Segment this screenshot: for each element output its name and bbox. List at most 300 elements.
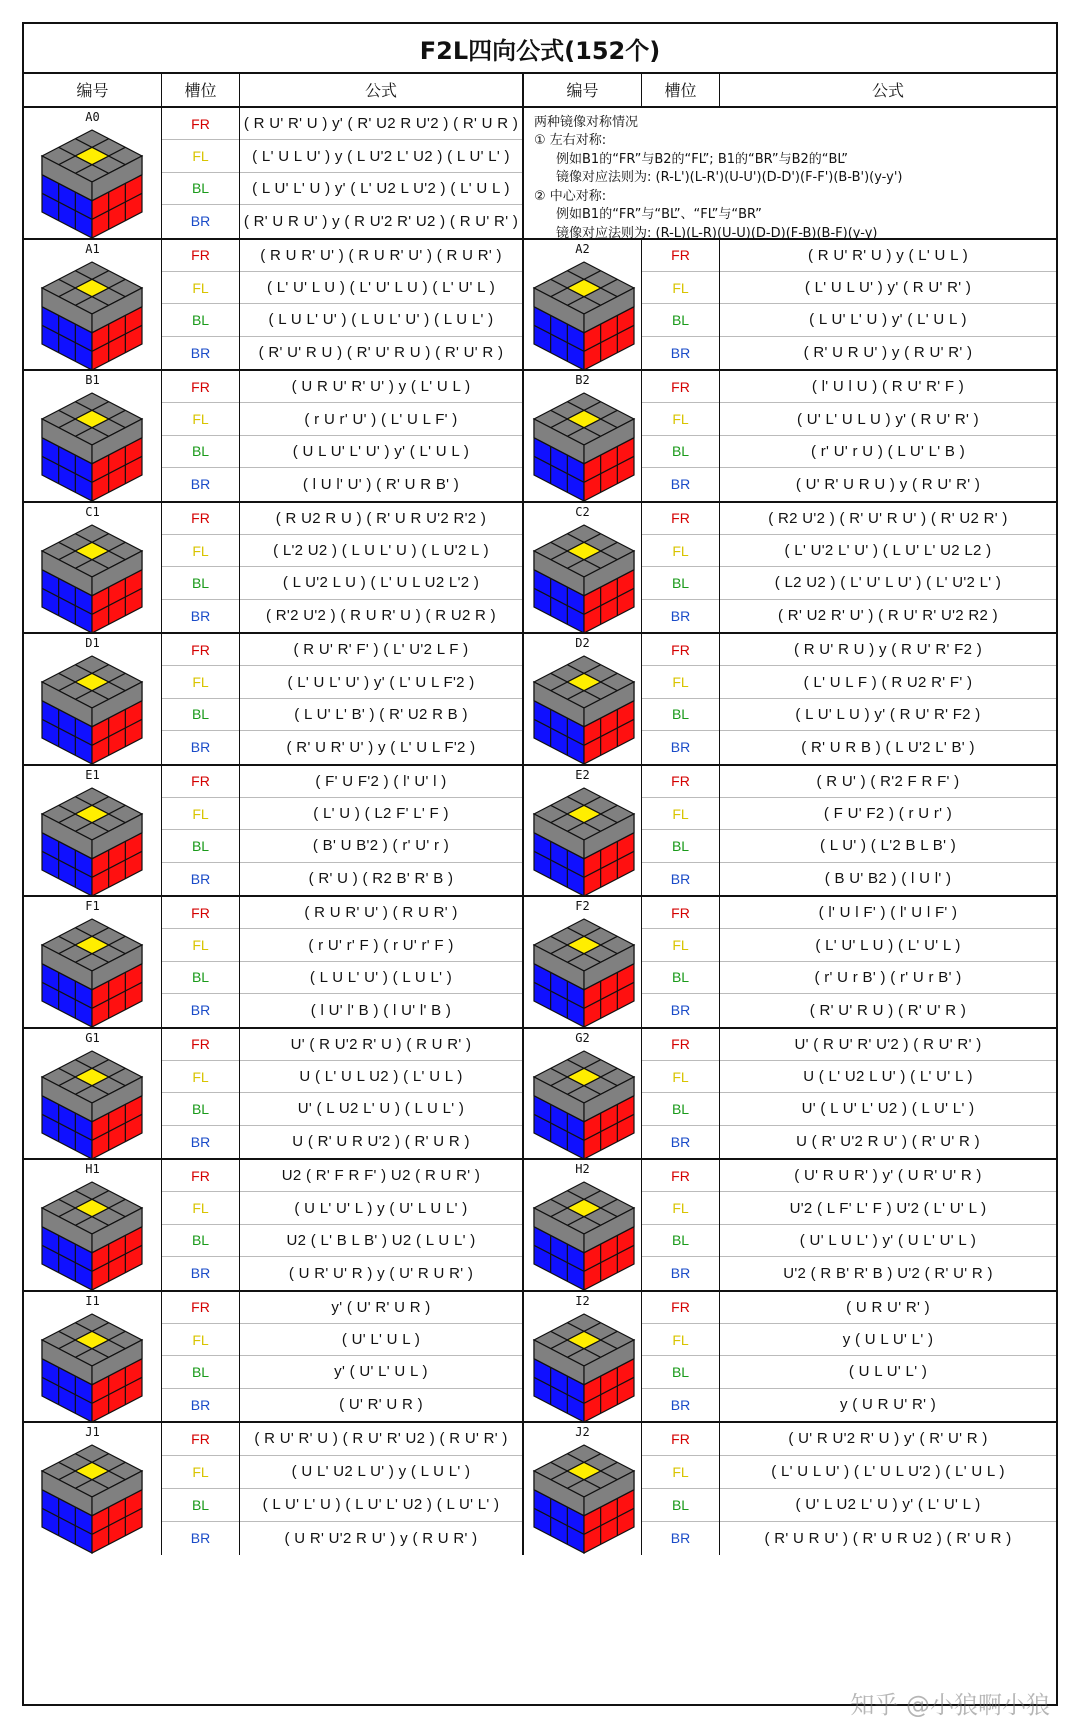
formula-text: ( U' R U R' ) y' ( U R' U' R )	[794, 1167, 982, 1185]
slot-label: FL	[672, 279, 689, 296]
case-id: E2	[575, 767, 590, 782]
formula-text: ( L' U L U' ) y' ( R U' R' )	[804, 279, 972, 297]
slot-label: BL	[671, 311, 690, 328]
left-half	[24, 1292, 524, 1422]
note-line: 镜像对应法则为: (R-L)(L-R)(U-U)(D-D)(F-B)(B-F)(y-y)	[556, 225, 878, 241]
slot-label: BL	[191, 180, 210, 197]
slot-column	[162, 240, 240, 370]
right-half	[524, 371, 1056, 501]
right-half	[524, 1423, 1056, 1555]
slot-column	[642, 1292, 720, 1422]
right-half	[524, 1029, 1056, 1159]
slot-label: FL	[192, 542, 209, 559]
cube-icon	[36, 1178, 148, 1294]
mirror-note	[524, 108, 1056, 241]
formula-text: ( R' U2 R' U' ) ( R U' R' U'2 R2 )	[778, 607, 998, 625]
formula-text: ( U R' U'2 R U' ) y ( R U R' )	[284, 1529, 478, 1547]
case-cell	[24, 240, 162, 370]
slot-label: BR	[670, 476, 691, 493]
formula-text: ( l U l' U' ) ( R' U R B' )	[302, 475, 460, 493]
cube-icon	[528, 652, 640, 768]
slot-label: FL	[192, 1463, 209, 1480]
case-cell	[24, 766, 162, 896]
header-formula: 公式	[240, 72, 524, 106]
slot-column	[162, 503, 240, 633]
slot-label: BL	[671, 1232, 690, 1249]
slot-label: BR	[670, 870, 691, 887]
cube-icon	[528, 521, 640, 637]
cube-icon	[36, 258, 148, 374]
slot-column	[162, 897, 240, 1027]
slot-label: FR	[671, 1167, 690, 1184]
formula-text: ( L U'2 L U ) ( L' U L U2 L'2 )	[282, 574, 480, 592]
case-id: G1	[85, 1030, 100, 1045]
formula-text: ( U' R' U R U ) y ( R U' R' )	[795, 475, 981, 493]
case-group	[24, 371, 1056, 503]
formula-column	[720, 766, 1056, 896]
formula-text: U' ( L U2 L' U ) ( L U L' )	[297, 1100, 465, 1118]
slot-label: BR	[190, 1396, 211, 1413]
slot-label: FL	[192, 674, 209, 691]
slot-label: FR	[671, 1430, 690, 1447]
cube-icon	[528, 389, 640, 505]
slot-label: BR	[670, 739, 691, 756]
slot-label: BL	[671, 837, 690, 854]
slot-label: BR	[190, 476, 211, 493]
formula-column	[720, 371, 1056, 501]
case-cell	[24, 108, 162, 238]
case-group	[24, 108, 1056, 240]
slot-label: BR	[670, 1396, 691, 1413]
cube-icon	[36, 389, 148, 505]
slot-label: BR	[670, 1133, 691, 1150]
slot-column	[162, 371, 240, 501]
case-group	[24, 1423, 1056, 1555]
case-cell	[24, 634, 162, 764]
right-half	[524, 1160, 1056, 1290]
formula-text: ( F U' F2 ) ( r U r' )	[823, 805, 953, 823]
cube-icon	[528, 258, 640, 374]
slot-column	[642, 897, 720, 1027]
slot-label: BR	[190, 1002, 211, 1019]
slot-label: FR	[191, 641, 210, 658]
note-line: 例如B1的“FR”与“BL”、“FL”与“BR”	[556, 207, 762, 223]
slot-label: FL	[192, 937, 209, 954]
formula-text: ( R U' ) ( R'2 F R F' )	[816, 772, 960, 790]
case-id: A2	[575, 241, 590, 256]
formula-text: ( U L U' L' )	[848, 1363, 928, 1381]
slot-label: FL	[672, 1463, 689, 1480]
case-group	[24, 1029, 1056, 1161]
formula-text: ( R' U R U' ) y ( R U'2 R' U2 ) ( R U' R' )	[243, 212, 519, 230]
case-cell	[524, 766, 642, 896]
note-line: 镜像对应法则为: (R-L')(L-R')(U-U')(D-D')(F-F')(B-B')(y-y')	[556, 170, 903, 186]
case-cell	[524, 634, 642, 764]
case-cell	[24, 1029, 162, 1159]
slot-column	[642, 1423, 720, 1555]
slot-column	[642, 240, 720, 370]
case-id: B2	[575, 373, 590, 387]
formula-column	[240, 371, 522, 501]
slot-label: FL	[672, 542, 689, 559]
cube-icon	[36, 784, 148, 900]
formula-text: ( R U' R' U ) y ( L' U L )	[807, 246, 968, 264]
case-cell	[524, 1029, 642, 1159]
formula-text: U' ( R U' R' U'2 ) ( R U' R' )	[794, 1035, 982, 1053]
slot-column	[162, 1423, 240, 1555]
formula-text: ( L' U ) ( L2 F' L' F )	[313, 805, 449, 823]
slot-label: FR	[191, 1167, 210, 1184]
slot-label: BL	[191, 969, 210, 986]
header-slot-right: 槽位	[642, 72, 720, 106]
case-id: E1	[85, 767, 100, 782]
formula-text: ( U L' U2 L U' ) y ( L U L' )	[291, 1463, 471, 1481]
slot-label: FR	[671, 247, 690, 264]
formula-text: ( L U' L' U ) y' ( L' U2 L U'2 ) ( L' U L )	[252, 179, 510, 197]
slot-column	[162, 634, 240, 764]
case-cell	[524, 240, 642, 370]
slot-label: FR	[191, 247, 210, 264]
slot-column	[642, 634, 720, 764]
slot-label: BL	[671, 443, 690, 460]
formula-text: U2 ( L' B L B' ) U2 ( L U L' )	[286, 1231, 476, 1249]
case-group	[24, 1292, 1056, 1424]
case-id: G2	[575, 1030, 590, 1045]
slot-label: BR	[670, 344, 691, 361]
cube-icon	[36, 1441, 148, 1557]
slot-label: FR	[671, 904, 690, 921]
slot-label: BR	[190, 739, 211, 756]
f2l-sheet	[22, 22, 1058, 1706]
left-half	[24, 634, 524, 764]
cube-icon	[528, 1178, 640, 1294]
slot-label: FL	[672, 674, 689, 691]
case-id: J2	[575, 1425, 590, 1439]
slot-column	[162, 1292, 240, 1422]
slot-label: BR	[670, 1002, 691, 1019]
case-cell	[24, 371, 162, 501]
formula-text: ( U R U' R' U' ) y ( L' U L )	[291, 378, 471, 396]
slot-label: BL	[191, 574, 210, 591]
formula-text: ( U' R U'2 R' U ) y' ( R' U' R )	[788, 1430, 988, 1448]
left-half	[24, 1423, 524, 1555]
cube-icon	[36, 652, 148, 768]
page-title: F2L四向公式(152个)	[24, 24, 1056, 74]
formula-text: U' ( R U'2 R' U ) ( R U R' )	[290, 1035, 472, 1053]
case-id: D1	[85, 636, 100, 650]
formula-text: ( U L' U' L ) y ( U' L U L' )	[294, 1199, 468, 1217]
formula-text: ( F' U F'2 ) ( l' U' l )	[315, 772, 447, 790]
slot-label: BR	[670, 1265, 691, 1282]
slot-label: BL	[191, 1363, 210, 1380]
formula-text: y ( U L U' L' )	[842, 1331, 934, 1349]
formula-column	[240, 1292, 522, 1422]
formula-text: y' ( U' R' U R )	[331, 1298, 431, 1316]
formula-text: ( r' U' r U ) ( L U' L' B )	[811, 442, 965, 460]
formula-text: ( r U' r' F ) ( r U' r' F )	[308, 936, 454, 954]
case-id: I2	[575, 1293, 590, 1308]
formula-text: ( L' U L U' ) ( L' U L U'2 ) ( L' U L )	[771, 1463, 1005, 1481]
slot-label: BR	[190, 213, 211, 230]
formula-text: ( R' U R U' ) ( R' U R U2 ) ( R' U R )	[764, 1529, 1012, 1547]
case-cell	[524, 1160, 642, 1290]
slot-label: FR	[191, 1299, 210, 1316]
formula-text: ( L U L' U' ) ( L U L' U' ) ( L U L' )	[268, 311, 494, 329]
formula-text: ( U' L' U L U ) y' ( R U' R' )	[797, 410, 979, 428]
note-line: 例如B1的“FR”与B2的“FL”; B1的“BR”与B2的“BL”	[556, 151, 848, 167]
slot-label: FL	[672, 1200, 689, 1217]
cube-icon	[36, 915, 148, 1031]
note-line: ② 中心对称:	[534, 188, 607, 204]
slot-label: BL	[191, 706, 210, 723]
cube-icon	[528, 915, 640, 1031]
formula-text: ( R' U' R U ) ( R' U' R )	[809, 1001, 967, 1019]
slot-column	[162, 766, 240, 896]
slot-label: BL	[191, 1232, 210, 1249]
slot-label: BL	[671, 1363, 690, 1380]
formula-column	[720, 1029, 1056, 1159]
formula-text: ( R U' R U ) y ( R U' R' F2 )	[793, 641, 983, 659]
formula-column	[720, 1292, 1056, 1422]
slot-label: BR	[670, 1530, 691, 1547]
formula-text: ( B' U B'2 ) ( r' U' r )	[312, 837, 450, 855]
formula-text: ( L' U' L U ) ( L' U' L )	[815, 936, 961, 954]
slot-label: FR	[191, 1430, 210, 1447]
case-group	[24, 897, 1056, 1029]
slot-column	[642, 1160, 720, 1290]
case-cell	[24, 503, 162, 633]
slot-label: BL	[671, 1100, 690, 1117]
formula-column	[240, 1029, 522, 1159]
case-group	[24, 240, 1056, 372]
case-cell	[524, 1423, 642, 1555]
formula-text: ( L' U' L U ) ( L' U' L U ) ( L' U' L )	[266, 279, 496, 297]
slot-column	[162, 1029, 240, 1159]
left-half	[24, 240, 524, 370]
left-half	[24, 897, 524, 1027]
formula-text: ( R U' R' F' ) ( L' U'2 L F )	[293, 641, 469, 659]
formula-text: ( R U' R' U ) ( R U' R' U2 ) ( R U' R' )	[254, 1430, 508, 1448]
slot-column	[642, 503, 720, 633]
formula-text: ( U' L U L' ) y' ( U L' U' L )	[799, 1231, 977, 1249]
slot-label: FR	[671, 510, 690, 527]
case-id: I1	[85, 1293, 100, 1308]
slot-label: FR	[191, 115, 210, 132]
formula-column	[240, 1423, 522, 1555]
slot-label: FL	[672, 1068, 689, 1085]
formula-text: ( R U' R' U ) y' ( R' U2 R U'2 ) ( R' U R )	[243, 115, 519, 133]
slot-label: FL	[192, 805, 209, 822]
cube-icon	[528, 1441, 640, 1557]
case-group	[24, 503, 1056, 635]
header-num: 编号	[24, 72, 162, 106]
slot-column	[642, 766, 720, 896]
slot-label: FL	[672, 805, 689, 822]
cube-icon	[36, 1310, 148, 1426]
slot-label: BL	[191, 1496, 210, 1513]
formula-column	[720, 503, 1056, 633]
right-half	[524, 766, 1056, 896]
left-half	[24, 371, 524, 501]
formula-column	[720, 1160, 1056, 1290]
formula-text: ( r' U r B' ) ( r' U r B' )	[814, 968, 962, 986]
case-id: H2	[575, 1162, 590, 1176]
slot-label: BR	[190, 1265, 211, 1282]
right-half	[524, 503, 1056, 633]
slot-column	[162, 1160, 240, 1290]
formula-column	[720, 1423, 1056, 1555]
formula-text: U ( L' U2 L U' ) ( L' U' L )	[803, 1068, 973, 1086]
watermark: 知乎 @小狼啊小狼	[850, 1691, 1050, 1719]
case-id: A0	[85, 110, 100, 124]
formula-text: ( l U' l' B ) ( l U' l' B )	[310, 1001, 452, 1019]
left-half	[24, 503, 524, 633]
case-cell	[24, 1423, 162, 1555]
formula-text: y ( U R U' R' )	[839, 1396, 937, 1414]
formula-text: U'2 ( R B' R' B ) U'2 ( R' U' R )	[783, 1264, 993, 1282]
formula-text: U ( L' U L U2 ) ( L' U L )	[299, 1068, 463, 1086]
formula-text: ( L' U L' U' ) y' ( L' U L F'2 )	[287, 673, 475, 691]
formula-text: ( U R' U' R ) y ( U' R U R' )	[288, 1264, 474, 1282]
right-half	[524, 897, 1056, 1027]
formula-text: U' ( L U' L' U2 ) ( L U' L' )	[801, 1100, 975, 1118]
left-half	[24, 1160, 524, 1290]
right-half	[524, 1292, 1056, 1422]
right-half	[524, 240, 1056, 370]
note-line: 两种镜像对称情况	[534, 115, 639, 130]
cube-icon	[36, 1047, 148, 1163]
slot-label: BR	[670, 607, 691, 624]
formula-text: U'2 ( L F' L' F ) U'2 ( L' U' L )	[789, 1199, 987, 1217]
slot-column	[642, 371, 720, 501]
formula-text: ( U R U' R' )	[846, 1298, 930, 1316]
formula-text: ( L'2 U2 ) ( L U L' U ) ( L U'2 L )	[273, 542, 489, 560]
header-slot: 槽位	[162, 72, 240, 106]
formula-column	[240, 108, 522, 238]
slot-label: BR	[190, 1530, 211, 1547]
case-cell	[524, 503, 642, 633]
slot-label: FR	[191, 1036, 210, 1053]
formula-text: ( R' U R B ) ( L U'2 L' B' )	[801, 738, 975, 756]
slot-label: FR	[191, 378, 210, 395]
formula-column	[240, 766, 522, 896]
formula-text: ( L U' L' U ) ( L U' L' U2 ) ( L U' L' )	[262, 1496, 500, 1514]
cube-icon	[36, 126, 148, 242]
slot-label: FR	[671, 641, 690, 658]
case-cell	[524, 371, 642, 501]
slot-label: FL	[672, 411, 689, 428]
formula-text: ( L U' L U ) y' ( R U' R' F2 )	[795, 705, 981, 723]
formula-text: ( L' U'2 L' U' ) ( L U' L' U2 L2 )	[784, 542, 992, 560]
slot-label: BL	[191, 837, 210, 854]
header-num-right: 编号	[524, 72, 642, 106]
formula-text: U ( R' U R U'2 ) ( R' U R )	[292, 1133, 470, 1151]
case-id: D2	[575, 636, 590, 650]
slot-label: FL	[192, 279, 209, 296]
note-line: ① 左右对称:	[534, 133, 607, 149]
slot-label: BL	[191, 311, 210, 328]
slot-label: BR	[190, 1133, 211, 1150]
cube-icon	[528, 1047, 640, 1163]
formula-text: ( R' U ) ( R2 B' R' B )	[308, 870, 454, 888]
formula-text: ( U' L' U L )	[341, 1331, 421, 1349]
header-formula-right: 公式	[871, 80, 904, 100]
case-id: F1	[85, 899, 100, 913]
case-id: C1	[85, 504, 100, 519]
right-half	[524, 634, 1056, 764]
formula-column	[240, 897, 522, 1027]
slot-column	[162, 108, 240, 238]
formula-text: ( B U' B2 ) ( l U l' )	[824, 870, 952, 888]
slot-label: FR	[671, 378, 690, 395]
formula-text: ( L U' L' U ) y' ( L' U L )	[809, 311, 967, 329]
formula-text: ( L' U L U' ) y ( L U'2 L' U2 ) ( L U' L' )	[252, 147, 510, 165]
case-cell	[524, 897, 642, 1027]
formula-text: ( L U L' U' ) ( L U L' )	[309, 968, 453, 986]
formula-text: ( U L U' L' U' ) y' ( L' U L )	[292, 442, 470, 460]
slot-label: BR	[190, 344, 211, 361]
formula-text: ( L U' ) ( L'2 B L B' )	[819, 837, 957, 855]
formula-text: ( R'2 U'2 ) ( R U R' U ) ( R U2 R )	[266, 607, 496, 625]
slot-label: FR	[191, 510, 210, 527]
left-half	[24, 1029, 524, 1159]
cube-icon	[528, 1310, 640, 1426]
slot-label: FR	[671, 773, 690, 790]
case-id: A1	[85, 241, 100, 256]
formula-text: ( R U2 R U ) ( R' U R U'2 R'2 )	[275, 509, 487, 527]
slot-label: FL	[192, 1068, 209, 1085]
formula-text: ( R' U R' U' ) y ( L' U L F'2 )	[286, 738, 476, 756]
formula-text: ( R2 U'2 ) ( R' U' R U' ) ( R' U2 R' )	[768, 509, 1008, 527]
slot-label: FL	[192, 1331, 209, 1348]
formula-text: ( L' U L F ) ( R U2 R' F' )	[803, 673, 973, 691]
formula-column	[720, 634, 1056, 764]
slot-label: FL	[672, 1331, 689, 1348]
slot-label: BR	[190, 870, 211, 887]
formula-text: ( R U R' U' ) ( R U R' U' ) ( R U R' )	[260, 246, 502, 264]
slot-label: BL	[191, 1100, 210, 1117]
case-id: F2	[575, 899, 590, 913]
formula-column	[720, 240, 1056, 370]
formula-text: ( U' L U2 L' U ) y' ( L' U' L )	[795, 1496, 981, 1514]
formula-column	[240, 503, 522, 633]
formula-column	[240, 240, 522, 370]
slot-label: FR	[671, 1299, 690, 1316]
formula-text: ( l' U l U ) ( R U' R' F )	[811, 378, 965, 396]
slot-label: BL	[671, 574, 690, 591]
formula-column	[240, 634, 522, 764]
case-id: J1	[85, 1425, 100, 1439]
slot-label: BL	[671, 706, 690, 723]
left-half	[24, 108, 524, 238]
formula-text: ( l' U l F' ) ( l' U l F' )	[818, 904, 958, 922]
slot-label: FL	[672, 937, 689, 954]
slot-label: BL	[191, 443, 210, 460]
slot-label: FL	[192, 411, 209, 428]
case-cell	[24, 897, 162, 1027]
formula-text: y' ( U' L' U L )	[334, 1363, 428, 1381]
slot-label: FR	[191, 773, 210, 790]
formula-text: ( L2 U2 ) ( L' U' L U' ) ( L' U'2 L' )	[774, 574, 1002, 592]
case-id: H1	[85, 1162, 100, 1176]
slot-label: BL	[671, 969, 690, 986]
slot-label: BL	[671, 1496, 690, 1513]
formula-text: ( R U R' U' ) ( R U R' )	[304, 904, 458, 922]
formula-text: U ( R' U'2 R U' ) ( R' U' R )	[796, 1133, 980, 1151]
case-cell	[24, 1160, 162, 1290]
cube-icon	[36, 521, 148, 637]
case-group	[24, 1160, 1056, 1292]
